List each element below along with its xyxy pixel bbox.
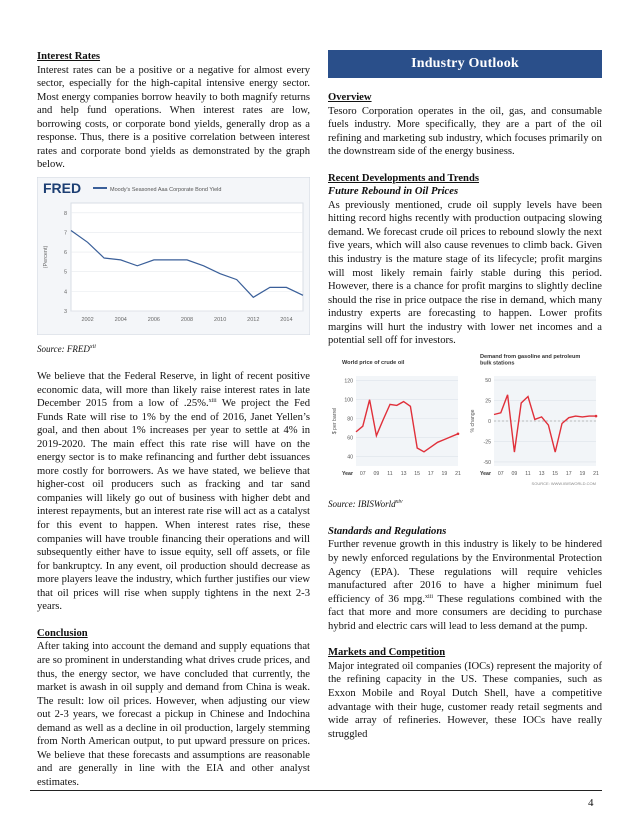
fed-paragraph: We believe that the Federal Reserve, in light of recent positive economic data, will more than likely raise interest rates in late December 2015 from a low of .25%.$^{xiii}$ We project the Fed Funds Rate will rise to 1% by the end of 2016, Janet Yellen’s goal, and then about 1% increases per year to settle at 4% in 2019-2020. The main effect this rate rise will have on the energy sector is to make refinancing and further debt issuances more costly for borrowers. As we have stated, we believe that higher-cost oil producers such as fracking and tar sand companies will likely go out of business with higher debt and interest repayments, but an interest rate rise will act as a catalyst for this event to happen. When interest rates rise, these companies will have trouble financing their operations and will subsequently either have to issue equity, sell off assets, or file for bankruptcy. In any event, oil production should decrease as more players leave the industry, which further justifies our view that oil prices will rise when supply tightens in the next 2-3 years. xyxy=(37,371,311,613)
demand-x-tick: 17 xyxy=(565,470,572,477)
fred-y-label: (Percent) xyxy=(43,245,49,269)
fred-y-tick: 4 xyxy=(63,289,67,296)
right-column xyxy=(328,50,602,741)
demand-y-tick: 50 xyxy=(485,377,491,384)
oil-price-x-tick: 07 xyxy=(359,470,366,477)
conclusion-text: After taking into account the demand and supply equations that are so prominent in understanding what drives crude prices, and thus, the energy sector, we have concluded that currently, the market is awash in oil supply and demand from China is weak. The result: low oil prices. However, when adjusting our view out 2-3 years, we forecast a pickup in Chinese and Indochina demand as well as a decline in oil production, largely stemming from North American output, to put upward pressure on prices. We believe that these forecasts and assumptions are reasonable and are generally in line with the EIA and other analyst estimates. xyxy=(37,641,310,788)
oil-price-y-tick: 120 xyxy=(344,378,353,385)
oil-price-y-tick: 40 xyxy=(347,454,353,461)
oil-price-x-tick: 15 xyxy=(414,470,421,477)
interest-rates-text: Interest rates can be a positive or a negative for almost every sector, especially for the high-capital intensive energy sector. Most energy companies borrow heavily to both magnify returns and help fund operations. When interest rates are low, borrowing costs, or corporate bond yields, generally drop as a response. Thus, there is a positive correlation between interest rates and corporate bond yields as demonstrated by the graph below. xyxy=(37,64,310,171)
fred-legend: Moody's Seasoned Aaa Corporate Bond Yield xyxy=(110,186,222,193)
demand-y-tick: -25 xyxy=(483,439,491,446)
demand-y-tick: 0 xyxy=(488,418,491,425)
interest-rates-heading: Interest Rates xyxy=(37,51,101,62)
overview-heading: Overview xyxy=(328,92,372,103)
fred-y-tick: 6 xyxy=(63,250,67,257)
fred-source: Source: FRED$^{xii}$ xyxy=(37,344,96,355)
fred-y-tick: 8 xyxy=(63,210,67,217)
industry-outlook-banner: Industry Outlook xyxy=(328,50,602,78)
footer-rule xyxy=(30,790,602,791)
fred-x-tick: 2008 xyxy=(180,316,194,323)
demand-x-tick: 13 xyxy=(538,470,545,477)
fred-bond-yield-chart xyxy=(37,177,310,335)
oil-price-x-tick: 17 xyxy=(427,470,434,477)
fred-x-tick: 2002 xyxy=(81,316,94,323)
page-number: 4 xyxy=(588,797,594,809)
demand-title: Demand from gasoline and petroleum bulk stations xyxy=(480,353,581,367)
demand-y-tick: -50 xyxy=(483,459,491,466)
fred-x-tick: 2014 xyxy=(280,316,293,323)
demand-x-tick: 09 xyxy=(511,470,518,477)
oil-price-y-tick: 80 xyxy=(347,416,353,423)
fred-plot-area xyxy=(71,203,303,311)
ibis-oil-charts xyxy=(328,352,602,490)
oil-price-x-tick: 11 xyxy=(387,470,393,477)
fred-x-tick: 2004 xyxy=(114,316,127,323)
future-rebound-text: As previously mentioned, crude oil supply levels have been hitting record highs recently with production outpacing slowing demand. We forecast crude oil prices to rebound slowly the next five years, which will also cause revenues to climb back. Given this industry is the mature stage of its lifecycle; profit margins will most likely remain fairly stable during this period. However, there is a chance for profit margins to slightly decline should the rise in price outpace the rise in demand, which many industry experts are forecasting to happen. Lower profits margins will hurt the industry with lower net incomes and a potential sell off for investors. xyxy=(328,199,602,347)
demand-x-prefix: Year xyxy=(480,470,491,477)
left-column xyxy=(37,50,310,789)
conclusion-heading: Conclusion xyxy=(37,627,88,639)
recent-developments-heading: Recent Developments and Trends xyxy=(328,172,479,184)
fred-y-tick: 3 xyxy=(63,308,67,315)
fred-y-tick: 5 xyxy=(63,269,67,276)
standards-subheading: Standards and Regulations xyxy=(328,525,447,537)
fred-y-tick: 7 xyxy=(63,230,67,237)
oil-price-x-prefix: Year xyxy=(342,470,353,477)
future-rebound-subheading: Future Rebound in Oil Prices xyxy=(328,186,459,198)
standards-text: Further revenue growth in this industry is likely to be hindered by newly enforced regulations by the Environmental Protection Agency (EPA). These regulations will require vehicles manufactured after 2016 to have a higher minimum fuel efficiency of 36 mpg.$^{xiii}$ These regulations combined with the fact that more and more consumers are deciding to purchase hybrid and electric cars will lead to less demand at the pump. xyxy=(328,539,603,632)
oil-price-x-tick: 21 xyxy=(455,470,461,477)
oil-price-title: World price of crude oil xyxy=(342,359,405,366)
fred-x-tick: 2012 xyxy=(247,316,260,323)
markets-heading: Markets and Competition xyxy=(328,647,446,659)
oil-price-y-tick: 100 xyxy=(344,397,353,404)
demand-x-tick: 21 xyxy=(593,470,599,477)
demand-x-tick: 19 xyxy=(579,470,586,477)
overview-text: Tesoro Corporation operates in the oil, gas, and consumable fuels industry. More specifically, they are a part of the oil refining and marketing sub industry, which focuses primarily on the downstream side of the energy business. xyxy=(328,105,602,158)
demand-x-tick: 07 xyxy=(497,470,504,477)
ibis-watermark: SOURCE: WWW.IBISWORLD.COM xyxy=(531,480,596,486)
oil-price-y-label: $ per barrel xyxy=(332,407,338,435)
oil-price-y-tick: 60 xyxy=(347,435,353,442)
markets-text: Major integrated oil companies (IOCs) represent the majority of the refining capacity in the US. These companies, such as Exxon Mobile and Royal Dutch Shell, have a competitive advantage with their huge, customer ready retail segments and wide array of refineries. However, these IOCs have really struggled xyxy=(328,660,602,740)
oil-price-x-tick: 13 xyxy=(400,470,407,477)
ibis-panel-bg xyxy=(356,376,458,466)
oil-price-end-point xyxy=(457,432,460,435)
ibis-source: Source: IBISWorld$^{xiv}$ xyxy=(328,499,403,510)
fred-logo: FRED xyxy=(43,179,82,196)
demand-x-tick: 15 xyxy=(552,470,559,477)
fred-x-tick: 2006 xyxy=(147,316,160,323)
demand-end-point xyxy=(595,415,598,418)
demand-y-label: % change xyxy=(470,409,476,433)
demand-y-tick: 25 xyxy=(485,398,491,405)
fred-x-tick: 2010 xyxy=(214,316,227,323)
oil-price-x-tick: 19 xyxy=(441,470,448,477)
oil-price-x-tick: 09 xyxy=(373,470,380,477)
demand-x-tick: 11 xyxy=(525,470,531,477)
